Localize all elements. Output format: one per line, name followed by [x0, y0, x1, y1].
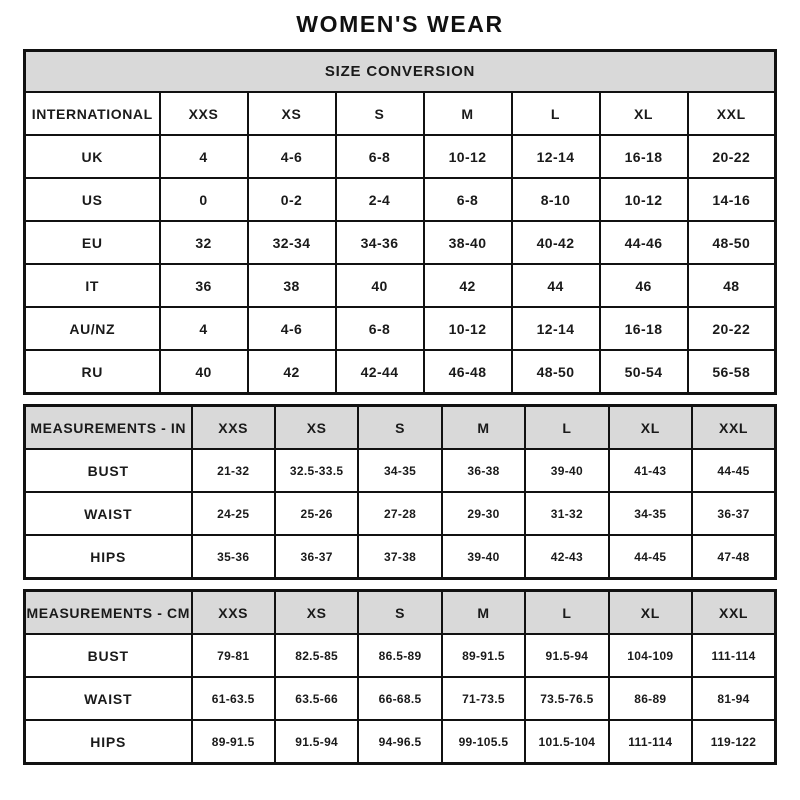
size-value-cell: 42-44 — [336, 350, 424, 394]
column-header-xs: XS — [275, 406, 358, 450]
column-header-xxl: XXL — [688, 92, 776, 135]
measurement-value-cell: 61-63.5 — [192, 677, 275, 720]
measurement-value-cell: 66-68.5 — [358, 677, 441, 720]
measurement-value-cell: 63.5-66 — [275, 677, 358, 720]
size-value-cell: 48-50 — [512, 350, 600, 394]
size-value-cell: 4-6 — [248, 307, 336, 350]
size-conversion-table — [23, 49, 777, 395]
size-value-cell: 20-22 — [688, 307, 776, 350]
size-value-cell: 20-22 — [688, 135, 776, 178]
column-header-xxs: XXS — [192, 591, 275, 635]
row-label: WAIST — [25, 492, 192, 535]
size-value-cell: 48-50 — [688, 221, 776, 264]
column-header-s: S — [358, 406, 441, 450]
measurement-value-cell: 29-30 — [442, 492, 525, 535]
column-header-xxl: XXL — [692, 406, 775, 450]
size-value-cell: 4 — [160, 135, 248, 178]
row-label: HIPS — [25, 535, 192, 579]
size-value-cell: 46-48 — [424, 350, 512, 394]
table-row-uk — [25, 135, 776, 178]
measurement-value-cell: 86-89 — [609, 677, 692, 720]
row-label: BUST — [25, 449, 192, 492]
measurement-value-cell: 94-96.5 — [358, 720, 441, 764]
size-value-cell: 6-8 — [336, 307, 424, 350]
table-row-us — [25, 178, 776, 221]
row-label: US — [25, 178, 160, 221]
column-header-xl: XL — [609, 406, 692, 450]
row-label: WAIST — [25, 677, 192, 720]
table-row-hips-cm — [25, 720, 776, 764]
measurement-value-cell: 44-45 — [692, 449, 775, 492]
size-value-cell: 14-16 — [688, 178, 776, 221]
measurement-value-cell: 81-94 — [692, 677, 775, 720]
measurement-value-cell: 39-40 — [525, 449, 608, 492]
column-header-xxl: XXL — [692, 591, 775, 635]
size-value-cell: 46 — [600, 264, 688, 307]
size-value-cell: 42 — [248, 350, 336, 394]
measurement-value-cell: 36-37 — [275, 535, 358, 579]
size-value-cell: 4 — [160, 307, 248, 350]
column-header-xxs: XXS — [192, 406, 275, 450]
size-value-cell: 40-42 — [512, 221, 600, 264]
size-value-cell: 6-8 — [424, 178, 512, 221]
table-row-bust-in — [25, 449, 776, 492]
size-value-cell: 12-14 — [512, 135, 600, 178]
column-header-international: INTERNATIONAL — [25, 92, 160, 135]
size-conversion-header-row — [25, 92, 776, 135]
measurement-value-cell: 41-43 — [609, 449, 692, 492]
measurement-value-cell: 79-81 — [192, 634, 275, 677]
column-header-xs: XS — [248, 92, 336, 135]
column-header-l: L — [512, 92, 600, 135]
size-value-cell: 6-8 — [336, 135, 424, 178]
column-header-xs: XS — [275, 591, 358, 635]
measurement-value-cell: 32.5-33.5 — [275, 449, 358, 492]
row-label: RU — [25, 350, 160, 394]
measurement-value-cell: 27-28 — [358, 492, 441, 535]
column-header-l: L — [525, 406, 608, 450]
size-value-cell: 0-2 — [248, 178, 336, 221]
size-value-cell: 32 — [160, 221, 248, 264]
measurements-in-table — [23, 404, 777, 580]
measurement-value-cell: 99-105.5 — [442, 720, 525, 764]
column-header-m: M — [424, 92, 512, 135]
measurement-value-cell: 39-40 — [442, 535, 525, 579]
measurements-in-header: MEASUREMENTS - IN — [25, 406, 192, 450]
measurement-value-cell: 91.5-94 — [275, 720, 358, 764]
column-header-s: S — [336, 92, 424, 135]
measurement-value-cell: 111-114 — [609, 720, 692, 764]
measurement-value-cell: 73.5-76.5 — [525, 677, 608, 720]
measurement-value-cell: 91.5-94 — [525, 634, 608, 677]
size-value-cell: 48 — [688, 264, 776, 307]
measurement-value-cell: 82.5-85 — [275, 634, 358, 677]
measurement-value-cell: 34-35 — [358, 449, 441, 492]
size-value-cell: 16-18 — [600, 307, 688, 350]
row-label: HIPS — [25, 720, 192, 764]
measurement-value-cell: 35-36 — [192, 535, 275, 579]
column-header-xl: XL — [600, 92, 688, 135]
size-value-cell: 16-18 — [600, 135, 688, 178]
column-header-l: L — [525, 591, 608, 635]
table-row-waist-cm — [25, 677, 776, 720]
size-conversion-header: SIZE CONVERSION — [25, 51, 776, 93]
size-value-cell: 56-58 — [688, 350, 776, 394]
table-row-eu — [25, 221, 776, 264]
row-label: BUST — [25, 634, 192, 677]
column-header-m: M — [442, 591, 525, 635]
size-value-cell: 38 — [248, 264, 336, 307]
measurement-value-cell: 36-38 — [442, 449, 525, 492]
table-row-hips-in — [25, 535, 776, 579]
size-value-cell: 40 — [336, 264, 424, 307]
size-value-cell: 10-12 — [424, 135, 512, 178]
size-value-cell: 50-54 — [600, 350, 688, 394]
measurements-cm-table — [23, 589, 777, 765]
measurement-value-cell: 89-91.5 — [192, 720, 275, 764]
size-value-cell: 40 — [160, 350, 248, 394]
table-row-it — [25, 264, 776, 307]
row-label: EU — [25, 221, 160, 264]
size-conversion-caption-row — [25, 51, 776, 93]
measurement-value-cell: 119-122 — [692, 720, 775, 764]
measurement-value-cell: 44-45 — [609, 535, 692, 579]
table-row-aunz — [25, 307, 776, 350]
size-value-cell: 38-40 — [424, 221, 512, 264]
size-value-cell: 34-36 — [336, 221, 424, 264]
page-title: WOMEN'S WEAR — [296, 11, 504, 37]
measurement-value-cell: 24-25 — [192, 492, 275, 535]
size-value-cell: 32-34 — [248, 221, 336, 264]
table-row-ru — [25, 350, 776, 394]
size-value-cell: 8-10 — [512, 178, 600, 221]
measurement-value-cell: 36-37 — [692, 492, 775, 535]
measurement-value-cell: 21-32 — [192, 449, 275, 492]
measurement-value-cell: 104-109 — [609, 634, 692, 677]
size-value-cell: 44-46 — [600, 221, 688, 264]
measurement-value-cell: 89-91.5 — [442, 634, 525, 677]
size-value-cell: 4-6 — [248, 135, 336, 178]
table-row-bust-cm — [25, 634, 776, 677]
size-value-cell: 10-12 — [600, 178, 688, 221]
size-value-cell: 2-4 — [336, 178, 424, 221]
column-header-m: M — [442, 406, 525, 450]
size-value-cell: 12-14 — [512, 307, 600, 350]
column-header-s: S — [358, 591, 441, 635]
size-value-cell: 44 — [512, 264, 600, 307]
measurement-value-cell: 37-38 — [358, 535, 441, 579]
size-value-cell: 42 — [424, 264, 512, 307]
measurement-value-cell: 47-48 — [692, 535, 775, 579]
measurement-value-cell: 71-73.5 — [442, 677, 525, 720]
row-label: UK — [25, 135, 160, 178]
measurements-in-header-row — [25, 406, 776, 450]
measurement-value-cell: 25-26 — [275, 492, 358, 535]
measurement-value-cell: 31-32 — [525, 492, 608, 535]
size-value-cell: 36 — [160, 264, 248, 307]
measurement-value-cell: 34-35 — [609, 492, 692, 535]
column-header-xl: XL — [609, 591, 692, 635]
column-header-xxs: XXS — [160, 92, 248, 135]
row-label: IT — [25, 264, 160, 307]
measurements-cm-header-row — [25, 591, 776, 635]
measurement-value-cell: 111-114 — [692, 634, 775, 677]
measurement-value-cell: 42-43 — [525, 535, 608, 579]
measurement-value-cell: 86.5-89 — [358, 634, 441, 677]
row-label: AU/NZ — [25, 307, 160, 350]
measurements-cm-header: MEASUREMENTS - CM — [25, 591, 192, 635]
table-row-waist-in — [25, 492, 776, 535]
measurement-value-cell: 101.5-104 — [525, 720, 608, 764]
size-value-cell: 10-12 — [424, 307, 512, 350]
size-value-cell: 0 — [160, 178, 248, 221]
